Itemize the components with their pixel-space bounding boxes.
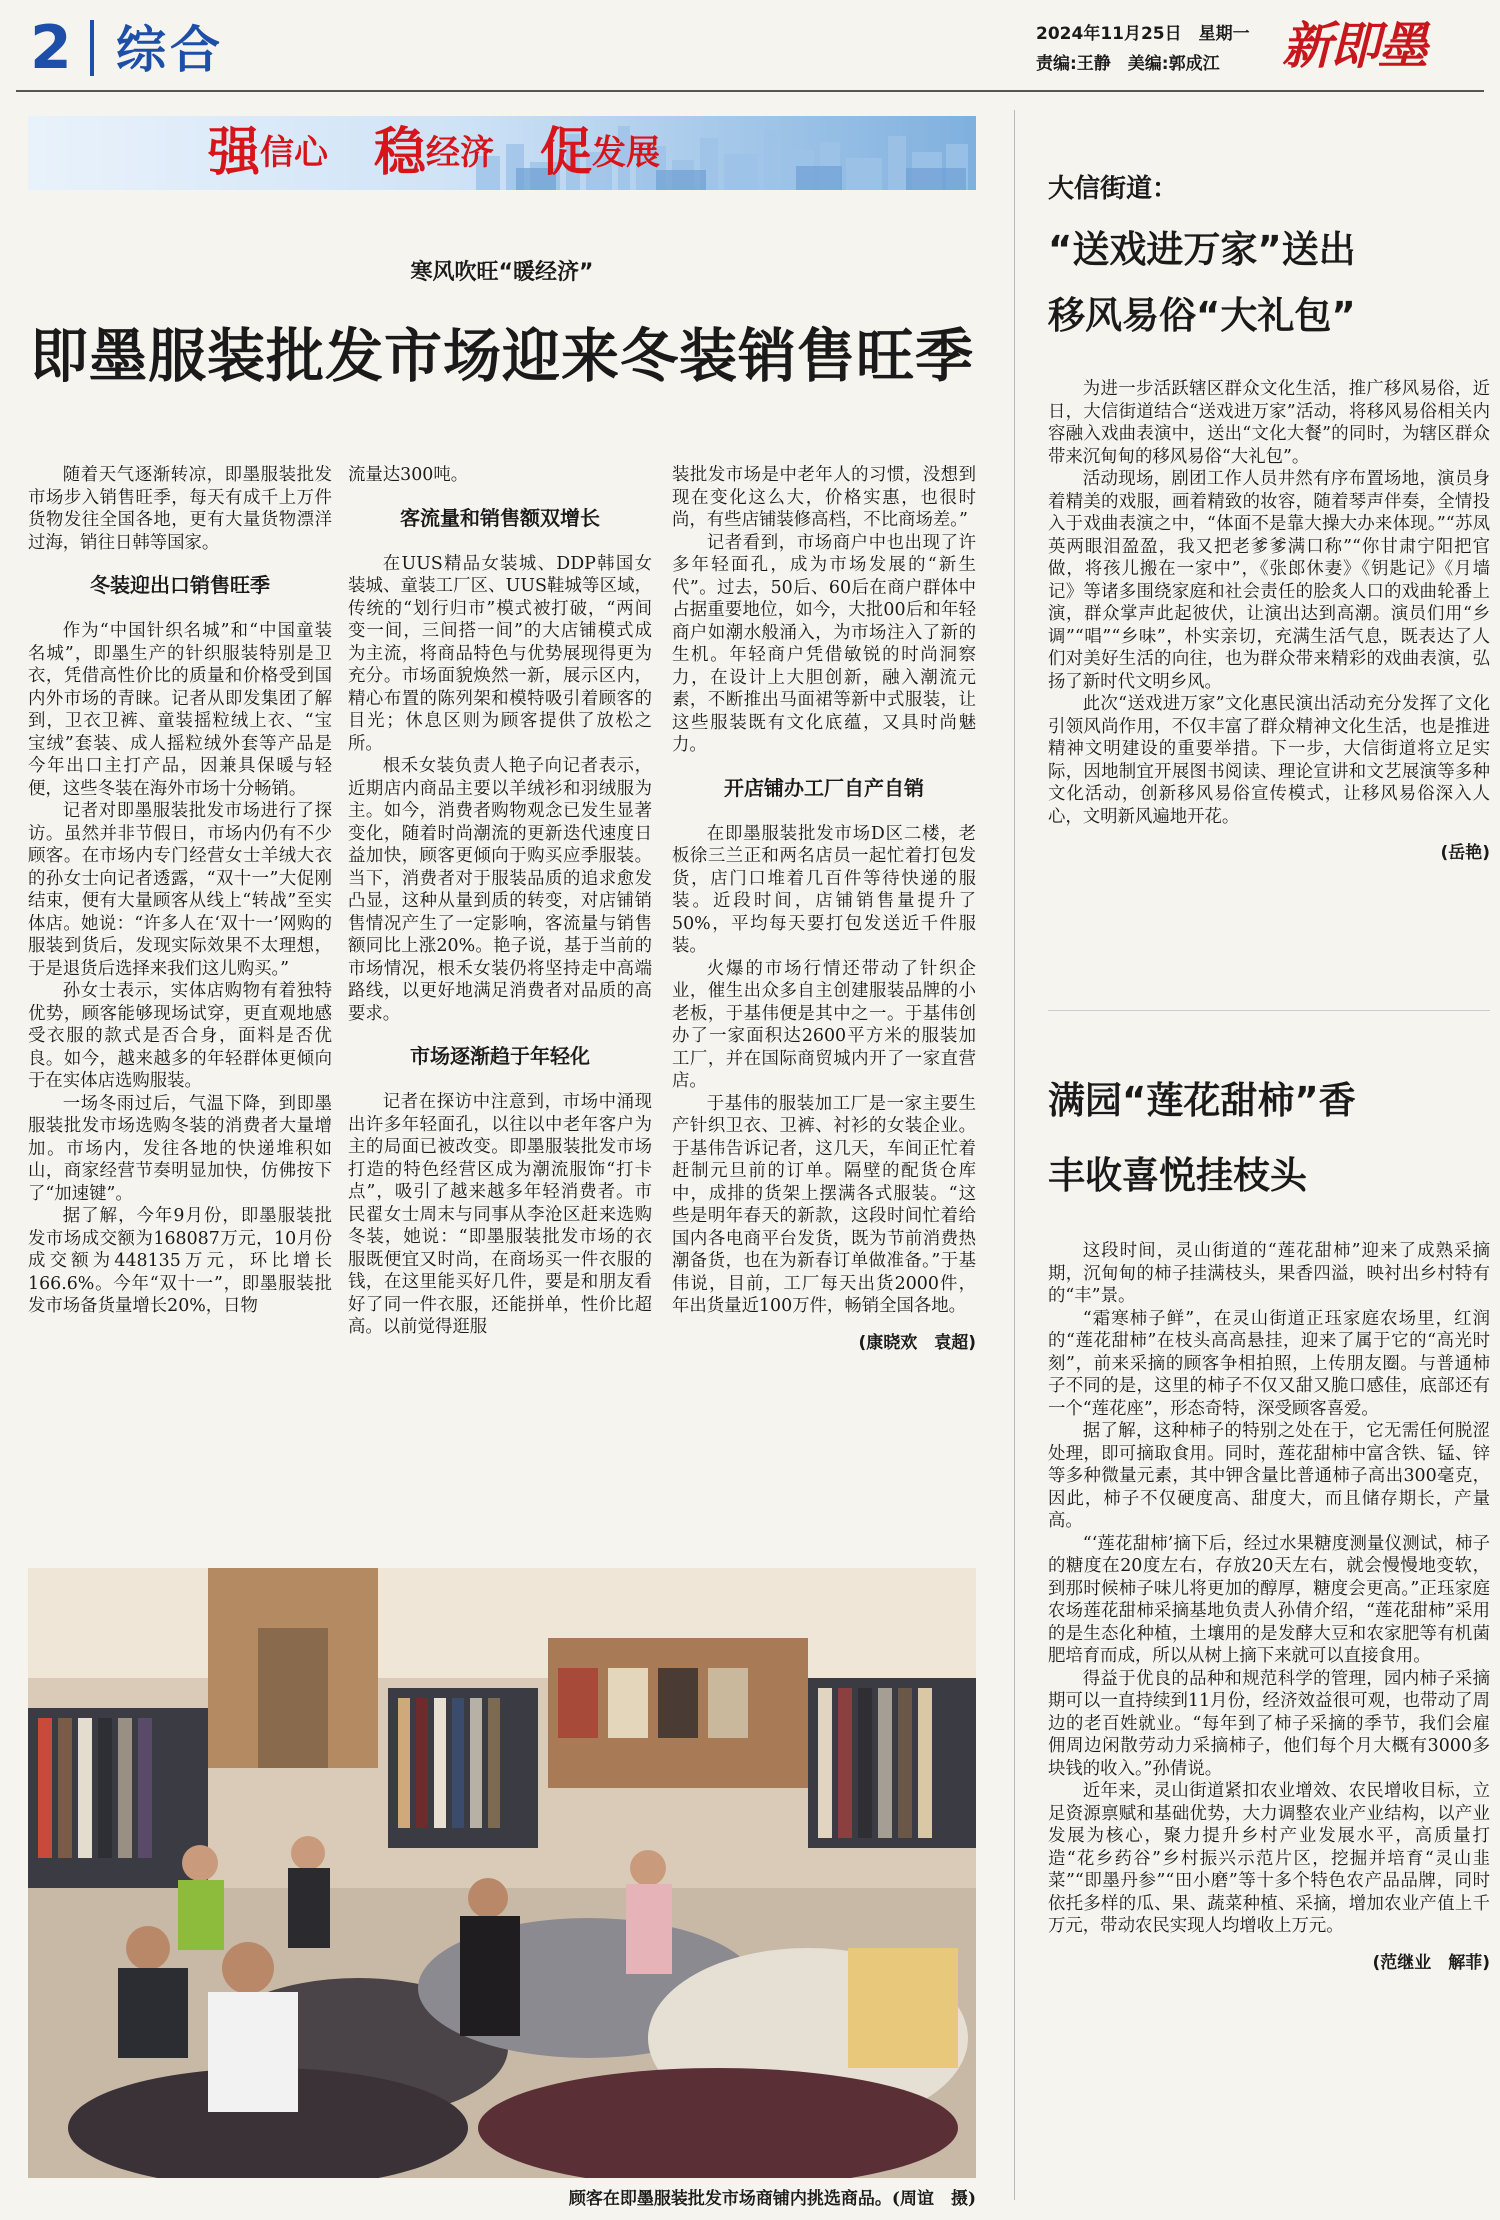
paragraph: 于基伟的服装加工厂是一家主要生产针织卫衣、卫裤、衬衫的女装企业。于基伟告诉记者，这几天，车间正忙着赶制元旦前的订单。隔壁的配货仓库中，成排的货架上摆满各式服装。“这些是明年春天的新款，这段时间忙着给国内各电商平台发货，既为节前消费热潮备货，也在为新春订单做准备。”于基伟说，目前，工厂每天出货2000件，年出货量近100万件，畅销全国各地。 xyxy=(672,1093,976,1316)
byline: (康晓欢 袁超) xyxy=(858,1332,976,1353)
market-photo xyxy=(28,1568,976,2178)
paragraph: 据了解，今年9月份，即墨服装批发市场成交额为168087万元，10月份成交额为448135万元，环比增长166.6%。今年“双十一”，即墨服装批发市场备货量增长20%，日物 xyxy=(28,1206,332,1316)
issue-date: 2024年11月25日 星期一 xyxy=(1036,24,1250,44)
subheading: 开店铺办工厂自产自销 xyxy=(724,775,924,800)
paragraph: 火爆的市场行情还带动了针织企业，催生出众多自主创建服装品牌的小老板，于基伟便是其中之一。于基伟创办了一家面积达2600平方米的服装加工厂，并在国际商贸城内开了一家直营店。 xyxy=(672,958,976,1091)
main-article-kicker: 寒风吹旺“暖经济” xyxy=(410,260,594,285)
main-article-column-1 xyxy=(28,464,332,1318)
paragraph: 这段时间，灵山街道的“莲花甜柿”迎来了成熟采摘期，沉甸甸的柿子挂满枝头，果香四溢，映衬出乡村特有的“丰”景。 xyxy=(1048,1241,1490,1306)
side-article-divider xyxy=(1048,1010,1490,1011)
main-article-column-3 xyxy=(672,464,976,1353)
column-divider xyxy=(1014,110,1015,2200)
paragraph: 在UUS精品女装城、DDP韩国女装城、童装工厂区、UUS鞋城等区域，传统的“划行归市”模式被打破，“两间变一间，三间搭一间”的大店铺模式成为主流，将商品特色与优势展现得更为充分。市场面貌焕然一新，展示区内，精心布置的陈列架和模特吸引着顾客的目光；休息区则为顾客提供了放松之所。 xyxy=(348,553,652,754)
paragraph: 一场冬雨过后，气温下降，到即墨服装批发市场选购冬装的消费者大量增加。市场内，发往各地的快递堆积如山，商家经营节奏明显加快，仿佛按下了“加速键”。 xyxy=(28,1093,332,1204)
side-article-1-headline-line2: 移风易俗“大礼包” xyxy=(1048,294,1356,337)
main-article-headline: 即墨服装批发市场迎来冬装销售旺季 xyxy=(29,322,974,390)
paragraph: 得益于优良的品种和规范科学的管理，园内柿子采摘期可以一直持续到11月份，经济效益很可观，也带动了周边的老百姓就业。“每年到了柿子采摘的季节，我们会雇佣周边闲散劳动力采摘柿子，他们每个月大概有3000多块钱的收入。”孙倩说。 xyxy=(1048,1668,1490,1779)
clothing-market-illustration xyxy=(28,1568,976,2178)
paragraph: 此次“送戏进万家”文化惠民演出活动充分发挥了文化引领风尚作用，不仅丰富了群众精神文化生活，也是推进精神文明建设的重要举措。下一步，大信街道将立足实际，因地制宜开展图书阅读、理论宣讲和文艺展演等多种文化活动，创新移风易俗宣传模式，让移风易俗深入人心，文明新风遍地开花。 xyxy=(1048,694,1490,827)
editors-credit: 责编:王静 美编:郭成江 xyxy=(1036,54,1220,74)
paragraph: “‘莲花甜柿’摘下后，经过水果糖度测量仪测试，柿子的糖度在20度左右，存放20天左右，就会慢慢地变软，到那时候柿子味儿将更加的醇厚，糖度会更高。”正珏家庭农场莲花甜柿采摘基地负责人孙倩介绍，“莲花甜柿”采用的是生态化种植，土壤用的是发酵大豆和农家肥等有机菌肥培育而成，所以从树上摘下来就可以直接食用。 xyxy=(1048,1533,1490,1666)
paragraph: 作为“中国针织名城”和“中国童装名城”，即墨生产的针织服装特别是卫衣，凭借高性价比的质量和价格受到国内外市场的青睐。记者从即发集团了解到，卫衣卫裤、童装摇粒绒上衣、“宝宝绒”套装、成人摇粒绒外套等产品是今年出口主打产品，因兼具保暖与轻便，这些冬装在海外市场十分畅销。 xyxy=(28,621,332,799)
paragraph: 近年来，灵山街道紧扣农业增效、农民增收目标，立足资源禀赋和基础优势，大力调整农业产业结构，以产业发展为核心，聚力提升乡村产业发展水平，高质量打造“花乡药谷”乡村振兴示范片区，挖掘并培育“灵山韭菜”“即墨丹参”“田小磨”等十多个特色农产品品牌，同时依托多样的瓜、果、蔬菜种植、采摘，增加农业产值上千万元，带动农民实现人均增收上万元。 xyxy=(1048,1781,1490,1936)
section-title: 综合 xyxy=(116,21,224,79)
paragraph: 活动现场，剧团工作人员井然有序布置场地，演员身着精美的戏服，画着精致的妆容，随着琴声伴奏，全情投入于戏曲表演之中，“体面不是靠大操大办来体现。”“苏凤英两眼泪盈盈，我又把老爹爹满口称”“你甘肃宁阳把官做，将孩儿搬在一家中”，《张郎休妻》《钥匙记》《月墙记》等诸多围绕家庭和社会责任的脍炙人口的戏曲轮番上演，群众掌声此起彼伏，让演出达到高潮。演员们用“乡调”“唱”“乡味”，朴实亲切，充满生活气息，既表达了人们对美好生活的向往，也为群众带来精彩的戏曲表演，弘扬了新时代文明乡风。 xyxy=(1048,469,1490,692)
banner-word-wen: 稳 xyxy=(374,123,427,183)
side-article-1-kicker: 大信街道： xyxy=(1048,174,1179,204)
subheading: 市场逐渐趋于年轻化 xyxy=(410,1044,590,1068)
paragraph: 根禾女装负责人艳子向记者表示，近期店内商品主要以羊绒衫和羽绒服为主。如今，消费者购物观念已发生显著变化，随着时尚潮流的更新迭代速度日益加快，顾客更倾向于购买应季服装。当下，消费者对于服装品质的追求愈发凸显，这种从量到质的转变，对店铺销售情况产生了一定影响，客流量与销售额同比上涨20%。艳子说，基于当前的市场情况，根禾女装仍将坚持走中高端路线，以更好地满足消费者对品质的高要求。 xyxy=(348,756,652,1024)
subheading: 客流量和销售额双增长 xyxy=(400,505,600,530)
byline: (岳艳) xyxy=(1440,843,1490,863)
page-number: 2 xyxy=(30,13,72,83)
paragraph: 为进一步活跃辖区群众文化生活，推广移风易俗，近日，大信街道结合“送戏进万家”活动，将移风易俗相关内容融入戏曲表演中，送出“文化大餐”的同时，为辖区群众带来沉甸甸的移风易俗“大礼包”。 xyxy=(1048,379,1490,467)
side-article-1-headline-line1: “送戏进万家”送出 xyxy=(1048,228,1356,271)
paragraph: 在即墨服装批发市场D区二楼，老板徐三兰正和两名店员一起忙着打包发货，店门口堆着几百件等待快递的服装。近段时间，店铺销售量提升了50%，平均每天要打包发送近千件服装。 xyxy=(672,823,976,956)
main-article-column-2 xyxy=(348,464,652,1339)
photo-caption: 顾客在即墨服装批发市场商铺内挑选商品。(周谊 摄) xyxy=(568,2189,976,2209)
paragraph: 随着天气逐渐转凉，即墨服装批发市场步入销售旺季，每天有成千上万件货物发往全国各地，更有大量货物漂洋过海，销往日韩等国家。 xyxy=(28,465,332,553)
slogan-banner xyxy=(28,116,976,190)
paragraph: 记者看到，市场商户中也出现了许多年轻面孔，成为市场发展的“新生代”。过去，50后、60后在商户群体中占据重要地位，如今，大批00后和年轻商户如潮水般涌入，为市场注入了新的生机。年轻商户凭借敏锐的时尚洞察力，在设计上大胆创新，融入潮流元素，不断推出马面裙等新中式服装，让这些服装既有文化底蕴，又具时尚魅力。 xyxy=(672,532,976,755)
banner-word-xinxin: 信心 xyxy=(260,133,329,173)
side-article-1-body xyxy=(1048,378,1490,863)
banner-word-qiang: 强 xyxy=(208,123,261,183)
paragraph: 记者在探访中注意到，市场中涌现出许多年轻面孔，以往以中老年客户为主的局面已被改变。即墨服装批发市场打造的特色经营区成为潮流服饰“打卡点”，吸引了越来越多年轻消费者。市民翟女士周末与同事从李沧区赶来选购冬装，她说：“即墨服装批发市场的衣服既便宜又时尚，在商场买一件衣服的钱，在这里能买好几件，要是和朋友看好了同一件衣服，还能拼单，性价比超高。以前觉得逛服 xyxy=(348,1092,652,1337)
banner-word-cu: 促 xyxy=(540,123,593,183)
banner-slogan xyxy=(28,116,976,190)
side-article-2-headline-line1: 满园“莲花甜柿”香 xyxy=(1048,1079,1356,1122)
side-article-2-body xyxy=(1048,1240,1490,1973)
masthead-logo: 新即墨 xyxy=(1282,16,1426,75)
banner-word-jingji: 经济 xyxy=(426,133,495,173)
paragraph: 孙女士表示，实体店购物有着独特优势，顾客能够现场试穿，更直观地感受衣服的款式是否合身，面料是否优良。如今，越来越多的年轻群体更倾向于在实体店选购服装。 xyxy=(28,981,332,1091)
side-article-2-headline-line2: 丰收喜悦挂枝头 xyxy=(1048,1154,1307,1197)
header-rule xyxy=(16,90,1484,92)
byline: (范继业 解菲) xyxy=(1372,1952,1490,1973)
paragraph: 装批发市场是中老年人的习惯，没想到现在变化这么大，价格实惠，也很时尚，有些店铺装修高档，不比商场差。” xyxy=(672,465,976,530)
subheading: 冬装迎出口销售旺季 xyxy=(90,573,270,597)
banner-word-fazhan: 发展 xyxy=(592,133,661,173)
paragraph: 流量达300吨。 xyxy=(348,465,469,485)
paragraph: “霜寒柿子鲜”，在灵山街道正珏家庭农场里，红润的“莲花甜柿”在枝头高高悬挂，迎来了属于它的“高光时刻”，前来采摘的顾客争相拍照，上传朋友圈。与普通柿子不同的是，这里的柿子不仅又甜又脆口感佳，底部还有一个“莲花座”，形态奇特，深受顾客喜爱。 xyxy=(1048,1308,1490,1419)
paragraph: 记者对即墨服装批发市场进行了探访。虽然并非节假日，市场内仍有不少顾客。在市场内专门经营女士羊绒大衣的孙女士向记者透露，“双十一”大促刚结束，便有大量顾客从线上“转战”至实体店。她说：“许多人在‘双十一’网购的服装到货后，发现实际效果不太理想，于是退货后选择来我们这儿购买。” xyxy=(28,801,332,979)
page-divider-bar xyxy=(90,20,94,76)
paragraph: 据了解，这种柿子的特别之处在于，它无需任何脱涩处理，即可摘取食用。同时，莲花甜柿中富含铁、锰、锌等多种微量元素，其中钾含量比普通柿子高出300毫克，因此，柿子不仅硬度高、甜度大，而且储存期长，产量高。 xyxy=(1048,1421,1490,1531)
